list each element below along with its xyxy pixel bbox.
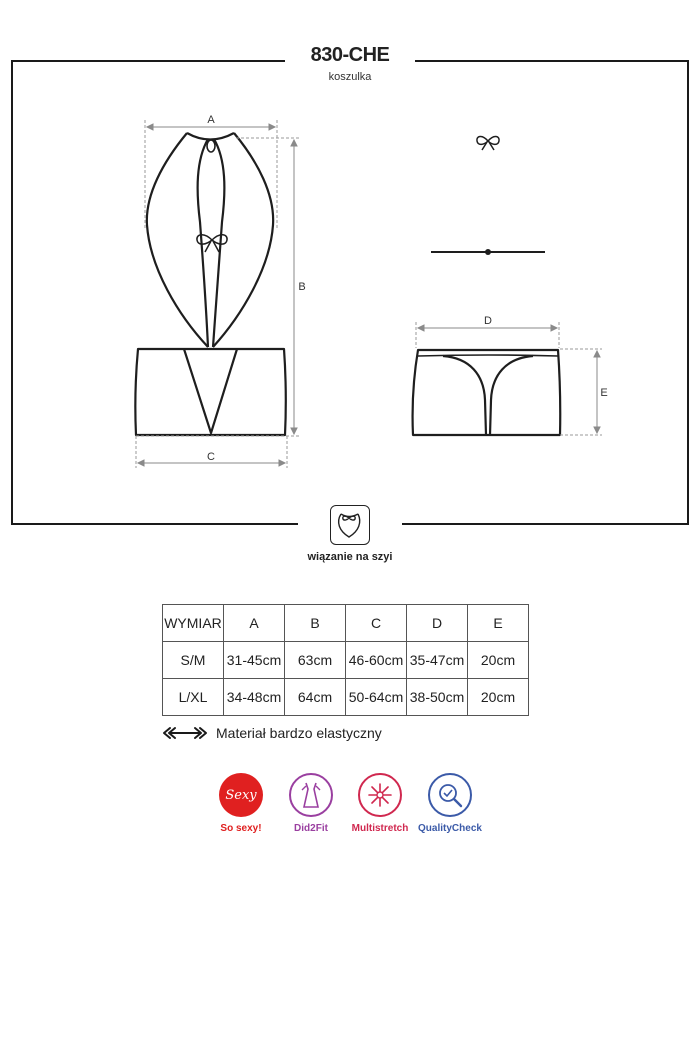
- table-cell: 20cm: [468, 679, 529, 716]
- table-cell: 50-64cm: [346, 679, 407, 716]
- product-code: 830-CHE: [310, 44, 390, 66]
- table-cell: 64cm: [285, 679, 346, 716]
- table-cell: 46-60cm: [346, 642, 407, 679]
- badge-label: So sexy!: [220, 823, 262, 834]
- magnifier-check-icon: [428, 773, 472, 817]
- badge-label: QualityCheck: [418, 823, 482, 834]
- table-cell: 35-47cm: [407, 642, 468, 679]
- table-header-cell: E: [468, 605, 529, 642]
- dimension-e-label: E: [600, 387, 608, 399]
- table-cell: 38-50cm: [407, 679, 468, 716]
- dimension-c-label: C: [207, 451, 215, 463]
- tie-string: [431, 249, 545, 255]
- size-table: [162, 604, 529, 716]
- frame-right: [402, 61, 688, 524]
- badge-label: Did2Fit: [294, 823, 328, 834]
- table-row: [163, 679, 529, 716]
- table-cell: 20cm: [468, 642, 529, 679]
- badge-qualitycheck: [402, 773, 498, 834]
- material-text: Materiał bardzo elastyczny: [216, 725, 382, 741]
- table-cell: S/M: [163, 642, 224, 679]
- sexy-icon: [219, 773, 263, 817]
- table-cell: 34-48cm: [224, 679, 285, 716]
- top-garment-drawing: [135, 133, 285, 435]
- dimension-a-label: A: [207, 114, 215, 126]
- table-header-row: [163, 605, 529, 642]
- sexy-icon-text: Sexy: [225, 787, 257, 803]
- small-bow-icon: [477, 136, 499, 150]
- table-cell: 63cm: [285, 642, 346, 679]
- shorts-drawing: [413, 350, 561, 435]
- multistretch-icon: [358, 773, 402, 817]
- dimension-b-label: B: [298, 281, 306, 293]
- table-cell: L/XL: [163, 679, 224, 716]
- neck-collar: [187, 133, 234, 140]
- dress-fit-icon: [289, 773, 333, 817]
- material-note: [162, 724, 382, 742]
- product-type: koszulka: [328, 71, 372, 83]
- badge-label: Multistretch: [351, 823, 409, 834]
- table-row: [163, 642, 529, 679]
- table-header-cell: A: [224, 605, 285, 642]
- stretch-arrow-icon: [162, 726, 208, 740]
- table-header-cell: WYMIAR: [163, 605, 224, 642]
- shorts-dimension-guides: [416, 322, 602, 435]
- dimension-d-label: D: [484, 315, 492, 327]
- table-header-cell: D: [407, 605, 468, 642]
- bottom-block: [135, 349, 285, 435]
- v-cut: [184, 349, 237, 433]
- keyhole: [207, 140, 215, 152]
- table-header-cell: B: [285, 605, 346, 642]
- table-cell: 31-45cm: [224, 642, 285, 679]
- halter-tie-icon: [330, 505, 370, 545]
- tie-label: wiązanie na szyi: [307, 551, 393, 563]
- table-header-cell: C: [346, 605, 407, 642]
- frame-left: [12, 61, 298, 524]
